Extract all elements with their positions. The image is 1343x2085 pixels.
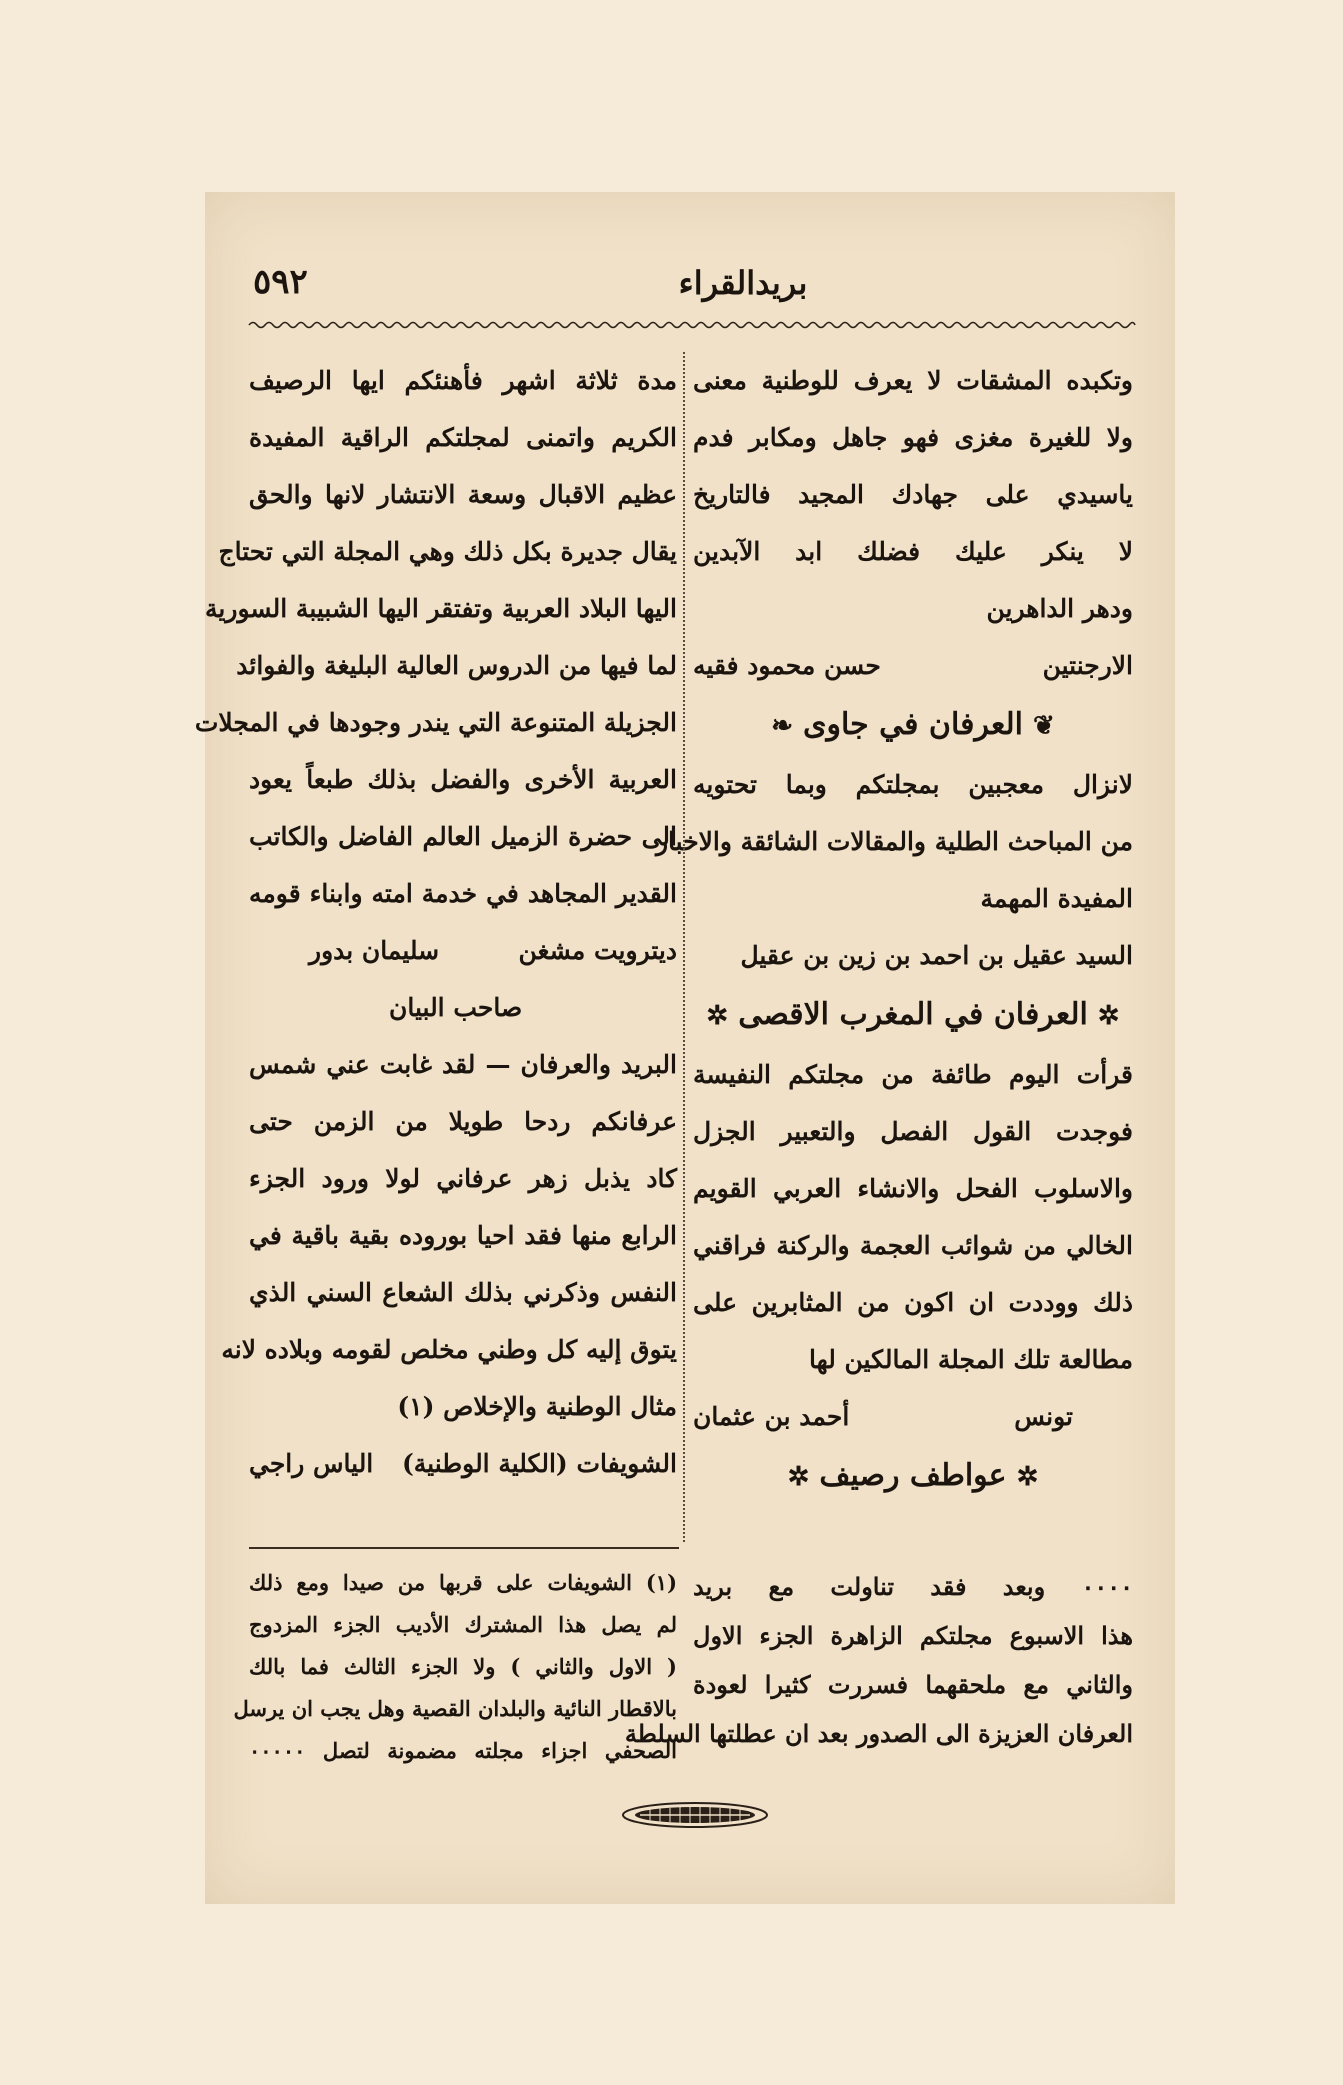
footnote-line: بالاقطار النائية والبلدان القصية وهل يجب ان يرسل	[233, 1696, 677, 1721]
signature	[249, 922, 677, 979]
left-column	[194, 352, 677, 1492]
fleuron-icon: ❧	[771, 711, 794, 741]
text-line: لانزال معجبين بمجلتكم وبما تحتويه	[693, 770, 1133, 799]
signature-place: الارجنتين	[1042, 651, 1133, 680]
text-line: قرأت اليوم طائفة من مجلتكم النفيسة	[693, 1060, 1133, 1089]
text-line: الى حضرة الزميل العالم الفاضل والكاتب	[249, 822, 677, 851]
text-line: عظيم الاقبال وسعة الانتشار لانها والحق	[249, 480, 677, 509]
text-line: البريد والعرفان — لقد غابت عني شمس	[249, 1050, 677, 1079]
text-line: مطالعة تلك المجلة المالكين لها	[809, 1345, 1133, 1374]
text-line: ذلك ووددت ان اكون من المثابرين على	[693, 1288, 1133, 1317]
signature-name: أحمد بن عثمان	[693, 1402, 850, 1431]
footnote-line: لم يصل هذا المشترك الأديب الجزء المزدوج	[249, 1612, 677, 1637]
text-line: ياسيدي على جهادك المجيد فالتاريخ	[693, 480, 1133, 509]
signature	[693, 637, 1133, 694]
footnote-separator	[249, 1547, 679, 1549]
text-line: والثاني مع ملحقهما فسررت كثيرا لعودة	[693, 1670, 1133, 1699]
text-line: يقال جديرة بكل ذلك وهي المجلة التي تحتاج	[218, 537, 677, 566]
book-page	[194, 192, 1175, 1904]
text-line: عرفانكم ردحا طويلا من الزمن حتى	[249, 1107, 677, 1136]
signature-place: ديترويت مشغن	[518, 936, 677, 965]
text-line: العرفان العزيزة الى الصدور بعد ان عطلتها السلطة	[624, 1719, 1133, 1748]
running-title: بريدالقراء	[678, 264, 808, 302]
star-ornament-icon: ✲	[1097, 1001, 1120, 1031]
page-header	[253, 262, 1135, 312]
text-line: الجزيلة المتنوعة التي يندر وجودها في المجلات	[194, 708, 677, 737]
text-line: والاسلوب الفحل والانشاء العربي القويم	[693, 1174, 1133, 1203]
star-ornament-icon: ✲	[706, 1001, 729, 1031]
tailpiece-ornament-icon	[620, 1792, 770, 1838]
fleuron-icon: ❦	[1032, 711, 1055, 741]
text-line: القدير المجاهد في خدمة امته وابناء قومه	[249, 879, 677, 908]
column-divider	[683, 352, 685, 1542]
footnote-line: الصحفي اجزاء مجلته مضمونة لتصل ٠٠٠٠٠	[249, 1738, 677, 1763]
signature-place: تونس	[1014, 1402, 1073, 1431]
star-ornament-icon: ✲	[1016, 1462, 1039, 1492]
footnote	[233, 1562, 677, 1772]
signature-name: الياس راجي	[249, 1449, 374, 1478]
signature-name: حسن محمود فقيه	[693, 651, 881, 680]
text-line: ولا للغيرة مغزى فهو جاهل ومكابر فدم	[693, 423, 1133, 452]
signature-name: السيد عقيل بن احمد بن زين بن عقيل	[740, 941, 1133, 970]
section-heading: ✲عواطف رصيف✲	[693, 1445, 1133, 1507]
text-line: لما فيها من الدروس العالية البليغة والفوائد	[236, 651, 677, 680]
text-line: ٠٠٠٠ وبعد فقد تناولت مع بريد	[693, 1572, 1133, 1601]
text-line: ودهر الداهرين	[986, 594, 1133, 623]
text-line: من المباحث الطلية والمقالات الشائقة والاخبار	[655, 827, 1133, 856]
footnote-line: (١) الشويفات على قربها من صيدا ومع ذلك	[249, 1570, 677, 1595]
text-line: فوجدت القول الفصل والتعبير الجزل	[693, 1117, 1133, 1146]
right-column-continued	[624, 1562, 1133, 1758]
text-line: المفيدة المهمة	[980, 884, 1133, 913]
text-line: الرابع منها فقد احيا بوروده بقية باقية في	[249, 1221, 677, 1250]
signature-name: سليمان بدور	[309, 936, 440, 965]
star-ornament-icon: ✲	[787, 1462, 810, 1492]
footnote-line: ( الاول والثاني ) ولا الجزء الثالث فما بالك	[249, 1654, 677, 1679]
text-line: هذا الاسبوع مجلتكم الزاهرة الجزء الاول	[693, 1621, 1133, 1650]
text-line: كاد يذبل زهر عرفاني لولا ورود الجزء	[249, 1164, 677, 1193]
text-line: لا ينكر عليك فضلك ابد الآبدين	[693, 537, 1133, 566]
text-line: مدة ثلاثة اشهر فأهنئكم ايها الرصيف	[249, 366, 677, 395]
signature-place: الشويفات (الكلية الوطنية)	[401, 1449, 677, 1478]
page-number: ٥٩٢	[253, 262, 308, 302]
text-line: يتوق إليه كل وطني مخلص لقومه وبلاده لانه	[221, 1335, 677, 1364]
text-line: النفس وذكرني بذلك الشعاع السني الذي	[249, 1278, 677, 1307]
signature	[249, 1435, 677, 1492]
text-line: الكريم واتمنى لمجلتكم الراقية المفيدة	[249, 423, 677, 452]
text-line: الخالي من شوائب العجمة والركنة فراقني	[693, 1231, 1133, 1260]
text-line: مثال الوطنية والإخلاص (١)	[397, 1392, 677, 1421]
text-line: وتكبده المشقات لا يعرف للوطنية معنى	[693, 366, 1133, 395]
wavy-rule	[249, 318, 1135, 332]
section-heading: ❦العرفان في جاوى❧	[693, 694, 1133, 756]
signature-title: صاحب البيان	[389, 993, 523, 1022]
signature	[693, 1388, 1133, 1445]
section-heading: ✲العرفان في المغرب الاقصى✲	[693, 984, 1133, 1046]
text-line: العربية الأخرى والفضل بذلك طبعاً يعود	[249, 765, 677, 794]
text-line: اليها البلاد العربية وتفتقر اليها الشبيبة السورية	[205, 594, 677, 623]
right-column	[655, 352, 1133, 1507]
